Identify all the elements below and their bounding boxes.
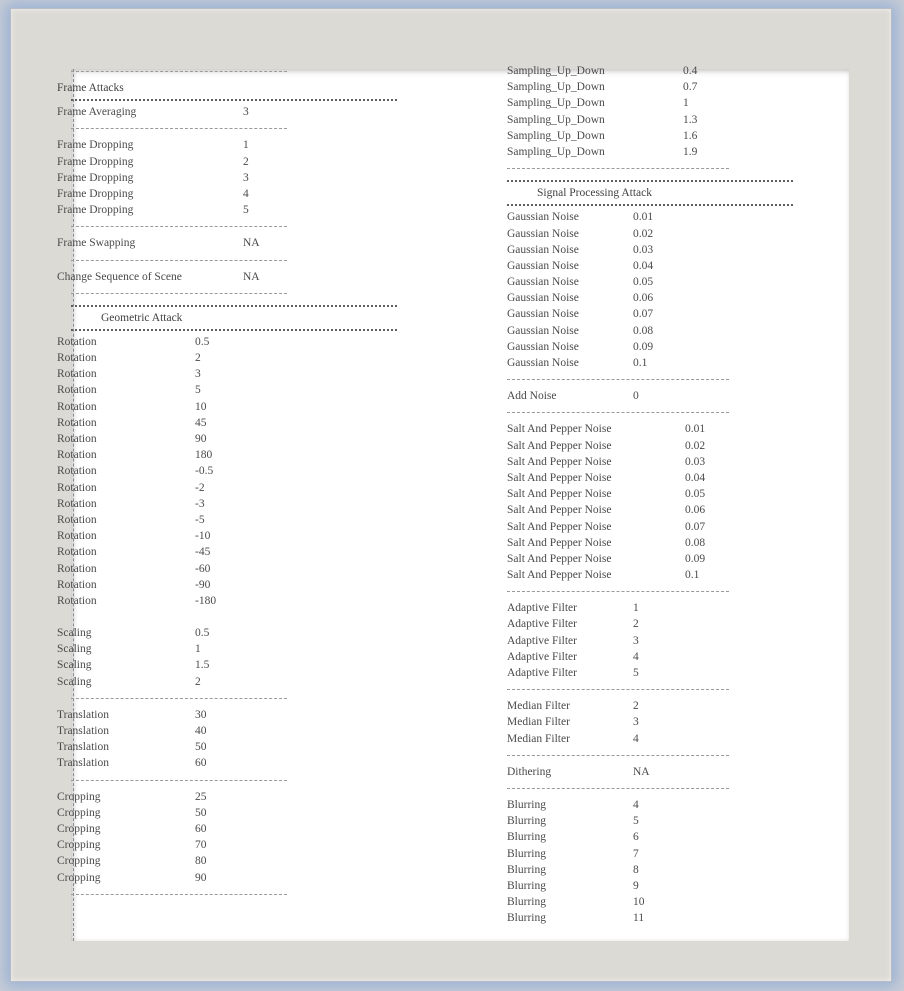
attack-parameter: 4: [633, 732, 639, 745]
attack-parameter: NA: [243, 270, 260, 283]
attack-parameter: 1.6: [683, 129, 698, 142]
attack-parameter: 80: [195, 855, 207, 868]
table-row-cropping: [57, 853, 411, 869]
table-row-adaptive-filter: [507, 633, 837, 649]
dashed-separator: [71, 772, 411, 789]
attack-parameter: 11: [633, 912, 645, 925]
attack-name: Salt And Pepper Noise: [507, 455, 612, 468]
attack-parameter: 0.1: [685, 569, 700, 582]
attack-name: Cropping: [57, 790, 101, 803]
attack-parameter: 70: [195, 839, 207, 852]
attack-parameter: 0.05: [633, 276, 654, 289]
attack-name: Sampling_Up_Down: [507, 65, 605, 77]
dashed-separator: [71, 63, 411, 80]
attack-parameter: 3: [195, 368, 201, 381]
table-row-blurring: [507, 878, 837, 894]
attack-name: Salt And Pepper Noise: [507, 569, 612, 582]
table-row-salt-and-pepper-noise: [507, 421, 837, 437]
table-row-add-noise: [507, 388, 837, 404]
attack-parameter: 3: [243, 171, 249, 184]
attack-name: Adaptive Filter: [507, 650, 577, 663]
attack-name: Rotation: [57, 594, 97, 607]
attack-parameter: 0.01: [685, 423, 706, 436]
table-row-cropping: [57, 789, 411, 805]
attack-parameter: 0.01: [633, 211, 654, 224]
table-row-scaling: [57, 641, 411, 657]
table-row-sampling-up-down: [507, 112, 837, 128]
table-row-scaling: [57, 625, 411, 641]
attack-name: Salt And Pepper Noise: [507, 488, 612, 501]
table-row-scaling: [57, 674, 411, 690]
dashed-separator: [507, 681, 837, 698]
table-row-rotation: [57, 431, 411, 447]
table-row-rotation: [57, 399, 411, 415]
table-row-sampling-up-down: [507, 63, 837, 79]
attack-parameter: 60: [195, 757, 207, 770]
document-page: [57, 65, 849, 941]
table-row-blurring: [507, 862, 837, 878]
attack-name: Blurring: [507, 798, 546, 811]
attack-parameter: 0: [633, 390, 639, 403]
attack-name: Rotation: [57, 578, 97, 591]
attack-name: Salt And Pepper Noise: [507, 536, 612, 549]
attack-name: Adaptive Filter: [507, 602, 577, 615]
table-row-translation: [57, 707, 411, 723]
attack-parameter: 0.08: [685, 536, 706, 549]
attack-name: Cropping: [57, 871, 101, 884]
attack-name: Rotation: [57, 433, 97, 445]
attack-parameter: NA: [243, 237, 260, 250]
attack-name: Cropping: [57, 822, 101, 835]
attack-parameter: NA: [633, 765, 650, 778]
attack-name: Gaussian Noise: [507, 357, 579, 369]
attack-parameter: 3: [243, 106, 249, 119]
table-row-gaussian-noise: [507, 209, 837, 225]
attack-name: Frame Dropping: [57, 139, 134, 152]
section-heading: Geometric Attack: [101, 311, 183, 324]
attack-parameter: 10: [633, 896, 645, 909]
table-row-frame-dropping: [57, 137, 411, 153]
attack-name: Blurring: [507, 879, 546, 892]
table-row-rotation: [57, 544, 411, 560]
attack-parameter: 50: [195, 741, 207, 754]
attack-name: Salt And Pepper Noise: [507, 520, 612, 533]
attack-parameter: 0.09: [633, 340, 654, 353]
attack-parameter: 40: [195, 725, 207, 737]
table-row-translation: [57, 755, 411, 771]
dashed-separator: [71, 886, 411, 903]
attack-name: Adaptive Filter: [507, 667, 577, 679]
attack-name: Scaling: [57, 643, 92, 656]
attack-parameter: 5: [633, 815, 639, 828]
attack-name: Gaussian Noise: [507, 276, 579, 289]
attack-parameter: 0.09: [685, 552, 706, 565]
asterisk-separator: [507, 177, 837, 185]
attack-parameter: -3: [195, 497, 205, 510]
table-row-median-filter: [507, 731, 837, 747]
table-row-blurring: [507, 797, 837, 813]
attack-name: Salt And Pepper Noise: [507, 552, 612, 565]
table-row-rotation: [57, 496, 411, 512]
attack-parameter: 0.5: [195, 335, 210, 348]
attack-parameter: 9: [633, 879, 639, 892]
attack-parameter: -10: [195, 530, 211, 543]
table-row-rotation: [57, 528, 411, 544]
attack-name: Rotation: [57, 465, 97, 478]
dashed-separator: [507, 371, 837, 388]
table-row-rotation: [57, 350, 411, 366]
attack-parameter: 2: [195, 352, 201, 365]
attack-name: Change Sequence of Scene: [57, 270, 182, 283]
table-row-blurring: [507, 894, 837, 910]
table-row-frame-dropping: [57, 170, 411, 186]
table-row-translation: [57, 723, 411, 739]
attack-name: Gaussian Noise: [507, 227, 579, 240]
attack-parameter: 0.03: [685, 455, 706, 468]
table-row-blurring: [507, 846, 837, 862]
asterisk-separator: [71, 96, 411, 104]
attack-parameter: 0.5: [195, 627, 210, 640]
attack-name: Median Filter: [507, 716, 570, 729]
attack-parameter: 0.07: [633, 308, 654, 321]
attack-parameter: 1: [633, 602, 639, 615]
attack-parameter: 1.3: [683, 113, 698, 126]
attack-name: Blurring: [507, 863, 546, 876]
table-row-cropping: [57, 870, 411, 886]
dashed-separator: [71, 285, 411, 302]
attack-parameter: 4: [243, 187, 249, 200]
attack-parameter: -180: [195, 594, 217, 607]
attack-name: Adaptive Filter: [507, 634, 577, 647]
table-row-rotation: [57, 366, 411, 382]
table-row-salt-and-pepper-noise: [507, 502, 837, 518]
attack-name: Gaussian Noise: [507, 308, 579, 321]
table-row-salt-and-pepper-noise: [507, 470, 837, 486]
attack-name: Rotation: [57, 513, 97, 526]
table-row-gaussian-noise: [507, 323, 837, 339]
attack-parameter: 4: [633, 798, 639, 811]
table-row-blurring: [507, 910, 837, 926]
right-column: [507, 63, 837, 926]
attack-parameter: 7: [633, 847, 639, 860]
attack-name: Frame Averaging: [57, 106, 137, 119]
attack-parameter: -60: [195, 562, 211, 575]
attack-parameter: 3: [633, 634, 639, 647]
attack-name: Blurring: [507, 815, 546, 828]
attack-parameter: 0.06: [633, 292, 654, 305]
attack-parameter: 4: [633, 650, 639, 663]
table-row-salt-and-pepper-noise: [507, 535, 837, 551]
dashed-separator: [507, 160, 837, 177]
attack-parameter: 5: [243, 204, 249, 217]
table-row-gaussian-noise: [507, 290, 837, 306]
asterisk-separator: [71, 326, 411, 334]
table-row-rotation: [57, 593, 411, 609]
dashed-separator: [507, 780, 837, 797]
attack-parameter: 0.08: [633, 324, 654, 337]
dashed-separator: [71, 218, 411, 235]
table-row-gaussian-noise: [507, 355, 837, 371]
table-row-translation: [57, 739, 411, 755]
dashed-separator: [71, 120, 411, 137]
attack-name: Cropping: [57, 855, 101, 868]
attack-name: Rotation: [57, 481, 97, 494]
attack-name: Sampling_Up_Down: [507, 97, 605, 110]
attack-name: Cropping: [57, 839, 101, 852]
attack-name: Adaptive Filter: [507, 618, 577, 631]
table-row-frame-dropping: [57, 186, 411, 202]
attack-name: Frame Swapping: [57, 237, 136, 250]
attack-name: Cropping: [57, 806, 101, 819]
attack-parameter: 0.04: [633, 259, 654, 272]
table-row-rotation: [57, 415, 411, 431]
table-row-frame-dropping: [57, 154, 411, 170]
attack-name: Blurring: [507, 896, 546, 909]
attack-name: Salt And Pepper Noise: [507, 423, 612, 436]
dashed-separator: [507, 583, 837, 600]
attack-name: Rotation: [57, 530, 97, 543]
attack-parameter: -2: [195, 481, 205, 494]
attack-parameter: -0.5: [195, 465, 214, 478]
attack-parameter: 60: [195, 822, 207, 835]
table-row-rotation: [57, 463, 411, 479]
table-row-sampling-up-down: [507, 79, 837, 95]
attack-parameter: 0.03: [633, 243, 654, 256]
attack-name: Gaussian Noise: [507, 340, 579, 353]
table-row-salt-and-pepper-noise: [507, 486, 837, 502]
table-row-rotation: [57, 512, 411, 528]
attack-name: Translation: [57, 741, 109, 754]
table-row-cropping: [57, 821, 411, 837]
table-row-gaussian-noise: [507, 226, 837, 242]
attack-name: Rotation: [57, 352, 97, 365]
attack-name: Add Noise: [507, 390, 557, 403]
dashed-separator: [71, 690, 411, 707]
attack-name: Rotation: [57, 546, 97, 559]
attack-name: Blurring: [507, 912, 546, 925]
table-row-frame-dropping: [57, 202, 411, 218]
attack-parameter: 1: [683, 97, 689, 110]
attack-name: Scaling: [57, 659, 92, 672]
attack-parameter: 6: [633, 831, 639, 844]
attack-name: Sampling_Up_Down: [507, 145, 605, 158]
table-row-cropping: [57, 837, 411, 853]
table-row-scaling: [57, 657, 411, 673]
table-row-salt-and-pepper-noise: [507, 454, 837, 470]
attack-name: Rotation: [57, 368, 97, 381]
attack-parameter: 90: [195, 871, 207, 884]
section-heading: Signal Processing Attack: [537, 187, 652, 200]
attack-parameter: 1.9: [683, 145, 698, 158]
attack-parameter: 0.04: [685, 471, 706, 484]
table-row-adaptive-filter: [507, 616, 837, 632]
attack-name: Salt And Pepper Noise: [507, 471, 612, 484]
attack-name: Rotation: [57, 400, 97, 413]
attack-name: Translation: [57, 757, 109, 770]
table-row-median-filter: [507, 714, 837, 730]
attack-parameter: 2: [633, 618, 639, 631]
attack-parameter: 5: [195, 384, 201, 397]
attack-parameter: 2: [633, 700, 639, 713]
attack-name: Frame Dropping: [57, 187, 134, 200]
attack-parameter: 10: [195, 400, 207, 413]
table-row-gaussian-noise: [507, 242, 837, 258]
table-row-cropping: [57, 805, 411, 821]
table-row-salt-and-pepper-noise: [507, 438, 837, 454]
attack-name: Sampling_Up_Down: [507, 113, 605, 126]
attack-name: Median Filter: [507, 700, 570, 713]
table-row-salt-and-pepper-noise: [507, 567, 837, 583]
table-row-adaptive-filter: [507, 665, 837, 681]
photo-frame: [10, 8, 892, 982]
table-row-blurring: [507, 829, 837, 845]
table-row-sampling-up-down: [507, 95, 837, 111]
spacer: [71, 609, 411, 625]
attack-parameter: 25: [195, 790, 207, 803]
attack-name: Gaussian Noise: [507, 324, 579, 337]
attack-parameter: 0.02: [685, 439, 706, 452]
attack-name: Gaussian Noise: [507, 292, 579, 305]
attack-name: Gaussian Noise: [507, 211, 579, 224]
attack-name: Sampling_Up_Down: [507, 81, 605, 94]
attack-parameter: 90: [195, 433, 207, 445]
attack-parameter: 180: [195, 449, 213, 462]
left-column: [57, 63, 411, 903]
attack-name: Rotation: [57, 416, 97, 429]
attack-parameter: -90: [195, 578, 211, 591]
dashed-separator: [507, 747, 837, 764]
table-row-gaussian-noise: [507, 339, 837, 355]
attack-parameter: 0.07: [685, 520, 706, 533]
attack-name: Salt And Pepper Noise: [507, 504, 612, 517]
table-row-dithering: [507, 764, 837, 780]
attack-name: Scaling: [57, 627, 92, 640]
attack-parameter: 5: [633, 667, 639, 679]
attack-parameter: 45: [195, 416, 207, 429]
attack-name: Frame Dropping: [57, 155, 134, 168]
table-row-gaussian-noise: [507, 306, 837, 322]
attack-parameter: 0.1: [633, 357, 648, 369]
attack-parameter: 1: [243, 139, 249, 152]
attack-parameter: 3: [633, 716, 639, 729]
attack-name: Frame Dropping: [57, 171, 134, 184]
attack-parameter: 0.06: [685, 504, 706, 517]
attack-parameter: 8: [633, 863, 639, 876]
table-row-sampling-up-down: [507, 144, 837, 160]
attack-name: Gaussian Noise: [507, 243, 579, 256]
dashed-separator: [71, 252, 411, 269]
table-row-adaptive-filter: [507, 600, 837, 616]
table-row-median-filter: [507, 698, 837, 714]
attack-name: Scaling: [57, 675, 92, 688]
table-row-rotation: [57, 480, 411, 496]
attack-parameter: 2: [195, 675, 201, 688]
table-row-salt-and-pepper-noise: [507, 519, 837, 535]
table-row-rotation: [57, 447, 411, 463]
section-heading: Frame Attacks: [57, 82, 124, 94]
attack-name: Blurring: [507, 831, 546, 844]
table-row-rotation: [57, 334, 411, 350]
table-row-change-sequence-of-scene: [57, 269, 411, 285]
asterisk-separator: [507, 201, 837, 209]
attack-name: Dithering: [507, 765, 552, 778]
attack-parameter: -5: [195, 513, 205, 526]
attack-parameter: 1: [195, 643, 201, 656]
attack-parameter: 50: [195, 806, 207, 819]
attack-parameter: 0.05: [685, 488, 706, 501]
attack-parameter: -45: [195, 546, 211, 559]
attack-name: Rotation: [57, 449, 97, 462]
attack-parameter: 30: [195, 708, 207, 721]
table-row-adaptive-filter: [507, 649, 837, 665]
attack-name: Median Filter: [507, 732, 570, 745]
attack-name: Blurring: [507, 847, 546, 860]
table-row-salt-and-pepper-noise: [507, 551, 837, 567]
table-row-frame-averaging: [57, 104, 411, 120]
table-row-rotation: [57, 561, 411, 577]
attack-name: Rotation: [57, 335, 97, 348]
attack-parameter: 1.5: [195, 659, 210, 672]
asterisk-separator: [71, 302, 411, 310]
attack-name: Gaussian Noise: [507, 259, 579, 272]
table-row-gaussian-noise: [507, 258, 837, 274]
attack-parameter: 2: [243, 155, 249, 168]
table-row-rotation: [57, 577, 411, 593]
attack-name: Translation: [57, 708, 109, 721]
table-row-frame-swapping: [57, 235, 411, 251]
attack-name: Salt And Pepper Noise: [507, 439, 612, 452]
table-row-gaussian-noise: [507, 274, 837, 290]
attack-name: Translation: [57, 725, 109, 737]
attack-name: Sampling_Up_Down: [507, 129, 605, 142]
attack-parameter: 0.02: [633, 227, 654, 240]
attack-name: Frame Dropping: [57, 204, 134, 217]
dashed-separator: [507, 404, 837, 421]
table-row-blurring: [507, 813, 837, 829]
attack-name: Rotation: [57, 497, 97, 510]
table-row-rotation: [57, 382, 411, 398]
attack-parameter: 0.7: [683, 81, 698, 94]
attack-name: Rotation: [57, 562, 97, 575]
attack-parameter: 0.4: [683, 65, 698, 77]
attack-name: Rotation: [57, 384, 97, 397]
table-row-sampling-up-down: [507, 128, 837, 144]
